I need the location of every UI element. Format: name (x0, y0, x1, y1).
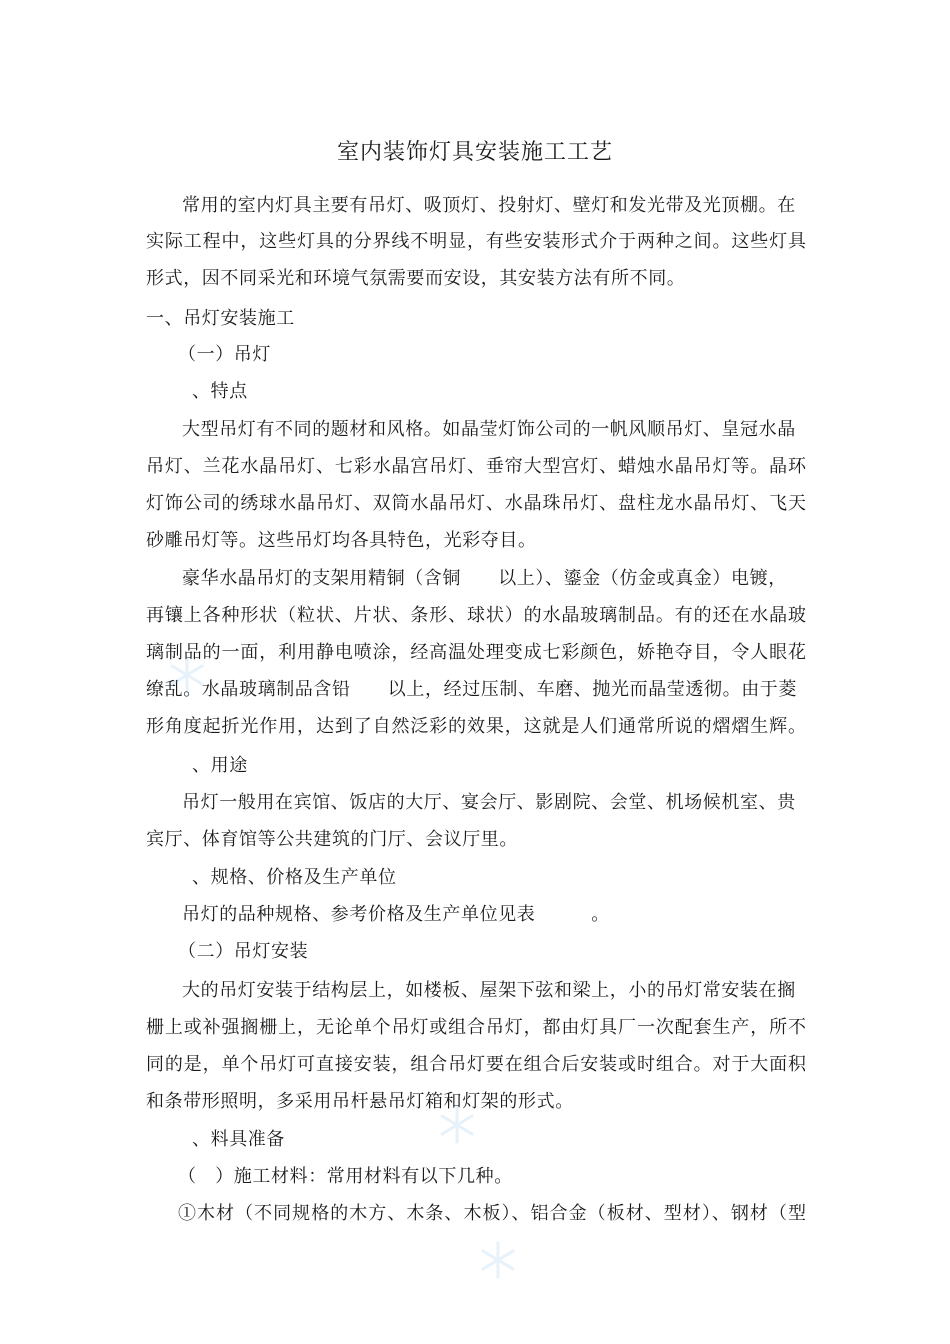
subsection-heading-2: （二）吊灯安装 (178, 941, 309, 962)
feature-p1-line-4: 砂雕吊灯等。这些吊灯均各具特色，光彩夺目。 (146, 530, 537, 551)
feature-p1-line-3: 灯饰公司的绣球水晶吊灯、双筒水晶吊灯、水晶珠吊灯、盘柱龙水晶吊灯、飞天 (146, 493, 806, 514)
feature-p2-line-4: 缭乱。水晶玻璃制品含铅 以上，经过压制、车磨、抛光而晶莹透彻。由于菱 (146, 679, 797, 700)
install-line-4: 和条带形照明，多采用吊杆悬吊灯箱和灯架的形式。 (146, 1091, 574, 1112)
install-line-2: 栅上或补强搁栅上，无论单个吊灯或组合吊灯，都由灯具厂一次配套生产，所不 (146, 1017, 806, 1038)
intro-line-2: 实际工程中，这些灯具的分界线不明显，有些安装形式介于两种之间。这些灯具 (146, 231, 806, 252)
usage-line-1: 吊灯一般用在宾馆、饭店的大厅、宴会厅、影剧院、会堂、机场候机室、贵 (182, 792, 796, 813)
item-heading-spec: 、规格、价格及生产单位 (192, 867, 397, 888)
install-line-3: 同的是，单个吊灯可直接安装，组合吊灯要在组合后安装或时组合。对于大面积 (146, 1054, 806, 1075)
section-heading-1: 一、吊灯安装施工 (146, 308, 295, 329)
spec-line: 吊灯的品种规格、参考价格及生产单位见表 。 (182, 904, 610, 925)
intro-line-3: 形式，因不同采光和环境气氛需要而安设，其安装方法有所不同。 (146, 268, 686, 289)
feature-p2-line-3: 璃制品的一面，利用静电喷涂，经高温处理变成七彩颜色，娇艳夺目，令人眼花 (146, 642, 806, 663)
snowflake-icon (167, 655, 207, 695)
feature-p2-line-1: 豪华水晶吊灯的支架用精铜（含铜 以上）、鎏金（仿金或真金）电镀， (182, 568, 787, 589)
item-heading-usage: 、用途 (192, 755, 248, 776)
item-heading-feature: 、特点 (192, 381, 248, 402)
feature-p2-line-2: 再镶上各种形状（粒状、片状、条形、球状）的水晶玻璃制品。有的还在水晶玻 (146, 605, 806, 626)
snowflake-icon (478, 1240, 518, 1280)
document-title: 室内装饰灯具安装施工工艺 (336, 140, 613, 165)
snowflake-icon (437, 1105, 477, 1145)
item-heading-material: 、料具准备 (192, 1129, 285, 1150)
feature-p2-line-5: 形角度起折光作用，达到了自然泛彩的效果，这就是人们通常所说的熠熠生辉。 (146, 716, 806, 737)
install-line-1: 大的吊灯安装于结构层上，如楼板、屋架下弦和梁上，小的吊灯常安装在搁 (182, 980, 796, 1001)
intro-line-1: 常用的室内灯具主要有吊灯、吸顶灯、投射灯、壁灯和发光带及光顶棚。在 (182, 195, 796, 216)
feature-p1-line-1: 大型吊灯有不同的题材和风格。如晶莹灯饰公司的一帆风顺吊灯、皇冠水晶 (182, 419, 796, 440)
material-line-2: ①木材（不同规格的木方、木条、木板）、铝合金（板材、型材）、钢材（型 (178, 1203, 806, 1224)
feature-p1-line-2: 吊灯、兰花水晶吊灯、七彩水晶宫吊灯、垂帘大型宫灯、蜡烛水晶吊灯等。晶环 (146, 456, 806, 477)
usage-line-2: 宾厅、体育馆等公共建筑的门厅、会议厅里。 (146, 829, 518, 850)
material-line-1: （ ）施工材料：常用材料有以下几种。 (178, 1166, 513, 1187)
subsection-heading-1: （一）吊灯 (178, 344, 271, 365)
